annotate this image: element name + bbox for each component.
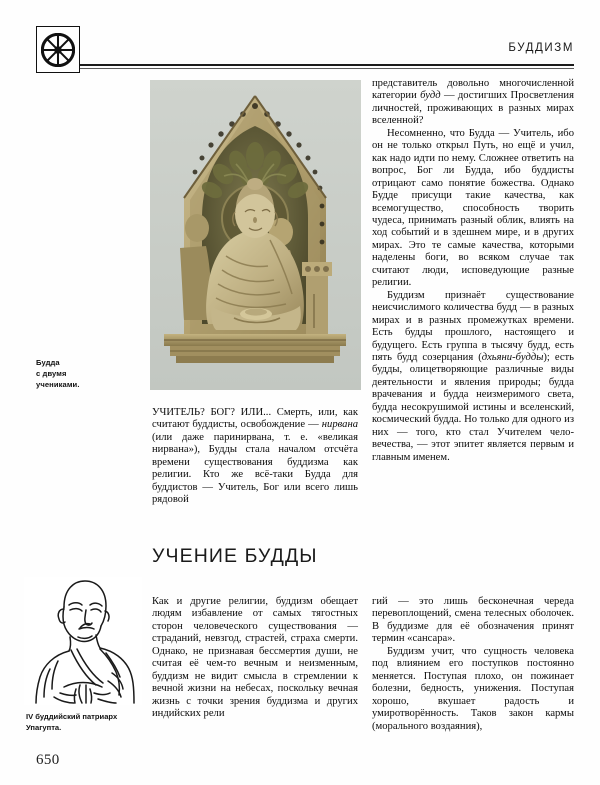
relief-caption-line-3: учениками.	[36, 380, 80, 389]
dharma-wheel-icon	[41, 33, 75, 67]
text-run: ); есть будды, олицетворяющие различные виды деятельности и явления природы; будда врачевания и будда неизмеримого света, будда несокрушимой истины и вселенский, космический будда. Но только для одного из них — того, кто стал Учителем человечества, — этот эпитет является первым и главным именем.	[372, 351, 575, 463]
column-bottom-right	[372, 596, 574, 733]
portrait-caption-line-2: Упагупта.	[26, 722, 62, 732]
text-run: Буддизм признаёт существование неисчислимого количества будд — в разных мирах и в разных промежутках времени. Есть будды прошлого, настоящего и будущего. Есть группа в тысячу будд, есть пять будд созерцания (	[372, 289, 574, 363]
portrait-caption-line-1: IV буддийский патриарх	[26, 712, 118, 721]
italic-term-dhyani-buddy: дхьяни-будды	[481, 351, 544, 363]
header-rule	[80, 64, 574, 70]
portrait-caption	[26, 712, 146, 733]
column-mid-center	[152, 407, 358, 507]
paragraph: Как и другие религии, буддизм обещает людям избавление от самых тягостных сторон человеческого существования — страданий, невзгод, страстей, страха смерти. Однако, не признавая бессмертия души, не считая её чем-то вечным и неизменным, буддизм не видит смысла в стремлении к вечной жизни на небесах, поскольку вечная жизнь с точки зрения буддизма и других индийских рели	[152, 596, 358, 720]
paragraph	[372, 290, 574, 464]
text-run: (или даже паринирвана, т. е. «великая нирвана»), Будды стала началом отсчёта времени существования буддизма как религии. Кто же всё-таки Будда для буддистов — Учитель, Бог или всего лишь рядовой	[152, 431, 358, 506]
paragraph-continuation: гий — это лишь бесконечная череда перевоплощений, смена телесных оболочек. В буддизме для её обозначения принят термин «сансара».	[372, 596, 574, 645]
page-number: 650	[36, 752, 60, 768]
page-header	[0, 0, 600, 72]
italic-term-nirvana: нирвана	[321, 419, 358, 431]
italic-term-budd: будд	[420, 90, 441, 102]
paragraph: Несомненно, что Будда — Учитель, ибо он не только открыл Путь, но ещё и учил, как надо идти по нему. Сложнее ответить на вопрос, Бог ли Будда, ибо буддисты отрицают само понятие божества. Однако Будде присущи такие качества, как всемогущество, способность творить чудеса, принимать разный облик, влиять на ход событий и в здешнем мире, и в других мирах. Это те самые качества, которыми наделены боги, во всяком случае так считают люди, исповедующие разные религии.	[372, 127, 574, 289]
column-top-right	[372, 78, 574, 464]
monk-portrait-drawing	[24, 577, 142, 705]
header-section-title: БУДДИЗМ	[508, 42, 574, 54]
buddha-relief-photo	[150, 80, 361, 390]
relief-caption-line-2: с двумя	[36, 369, 67, 378]
section-title: УЧЕНИЕ БУДДЫ	[152, 545, 318, 567]
monk-portrait-figure	[24, 577, 142, 705]
text-run: УЧИТЕЛЬ? БОГ? ИЛИ... Смерть, или, как считают буддисты, освобождение —	[152, 407, 358, 431]
dharma-wheel-emblem	[36, 26, 80, 73]
buddha-relief-figure	[150, 80, 361, 390]
column-bottom-left	[152, 596, 358, 721]
paragraph: Буддизм учит, что сущность человека под влиянием его поступков постоянно меняется. Поступая плохо, он пожинает болезни, бедность, унижения. Поступая хорошо, вкушает радость и умиротворённость. Таков закон кармы (морального воздаяния),	[372, 645, 574, 732]
paragraph	[152, 407, 358, 507]
relief-caption	[36, 357, 140, 390]
text-run: представитель довольно многочисленной категории	[372, 78, 574, 102]
paragraph-continuation	[372, 78, 574, 128]
text-run: — достигших Просветления личностей, проживающих в разных мирах вселенной?	[372, 90, 574, 127]
relief-caption-line-1: Будда	[36, 358, 60, 367]
